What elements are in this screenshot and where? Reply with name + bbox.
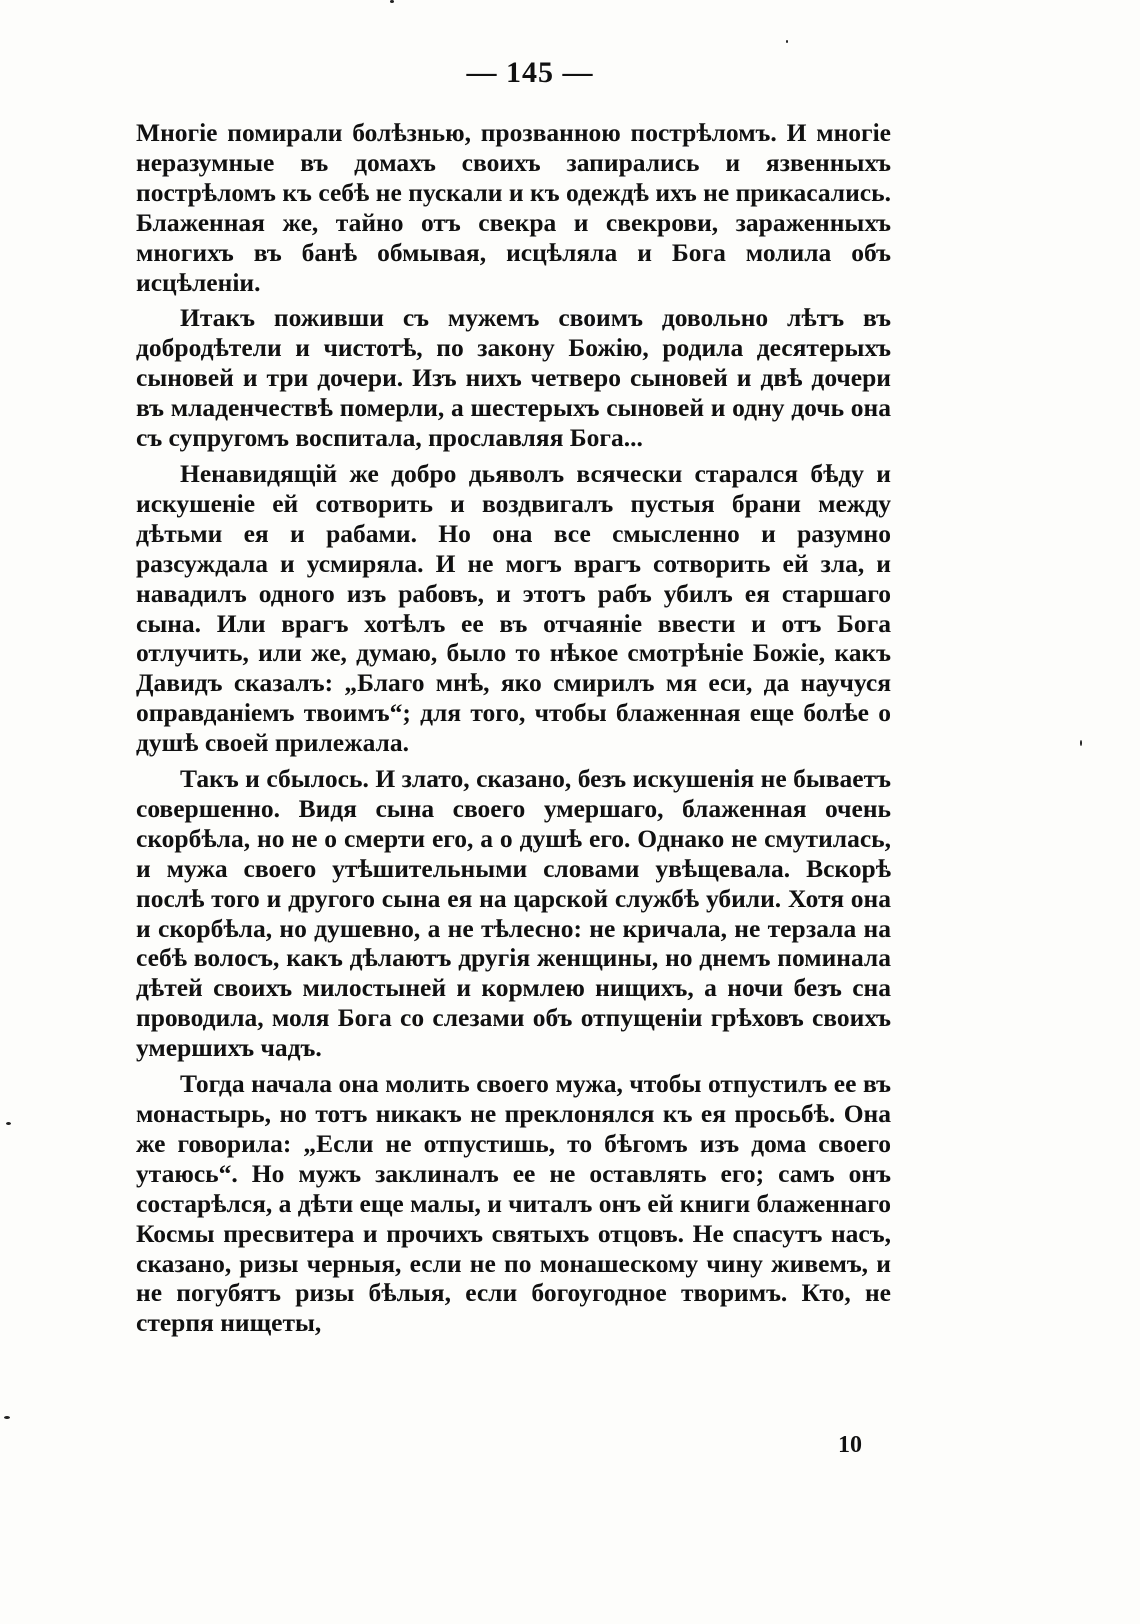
paragraph-1: Многіе помирали болѣзнью, прозванною пострѣломъ. И многіе неразумные въ домахъ своихъ запирались и язвенныхъ пострѣломъ къ себѣ не пускали и къ одеждѣ ихъ не прикасались. Блаженная же, тайно отъ свекра и свекрови, зараженныхъ многихъ въ банѣ обмывая, исцѣляла и Бога молила объ исцѣленіи. [136,118,891,297]
scan-speck [4,1416,10,1419]
paragraph-4: Такъ и сбылось. И злато, сказано, безъ искушенія не бываетъ совершенно. Видя сына своего умершаго, блаженная очень скорбѣла, но не о смерти его, а о душѣ его. Однако не смутилась, и мужа своего утѣшительными словами увѣщевала. Вскорѣ послѣ того и другого сына ея на царской службѣ убили. Хотя она и скорбѣла, но душевно, а не тѣлесно: не кричала, не терзала на себѣ волосъ, какъ дѣлаютъ другія женщины, но днемъ поминала дѣтей своихъ милостыней и кормлею нищихъ, а ночи безъ сна проводила, моля Бога со слезами объ отпущеніи грѣховъ своихъ умершихъ чадъ. [136,764,891,1063]
printer-signature-mark: 10 [838,1432,862,1458]
body-text [136,118,891,1344]
scan-speck [6,1122,11,1125]
page-number: — 145 — [466,56,594,89]
scan-speck [390,0,394,3]
paragraph-2: Итакъ поживши съ мужемъ своимъ довольно лѣтъ въ добродѣтели и чистотѣ, по закону Божію, родила десятерыхъ сыновей и три дочери. Изъ нихъ четверо сыновей и двѣ дочери въ младенчествѣ померли, а шестерыхъ сыновей и одну дочь она съ супругомъ воспитала, прославляя Бога... [136,303,891,453]
scan-speck [1080,740,1082,746]
scan-speck [786,40,788,43]
paragraph-3: Ненавидящій же добро дьяволъ всячески старался бѣду и искушеніе ей сотворить и воздвигалъ пустыя брани между дѣтьми ея и рабами. Но она все смысленно и разумно разсуждала и усмиряла. И не могъ врагъ сотворить ей зла, и навадилъ одного изъ рабовъ, и этотъ рабъ убилъ ея старшаго сына. Или врагъ хотѣлъ ее въ отчаяніе ввести и отъ Бога отлучить, или же, думаю, было то нѣкое смотрѣніе Божіе, какъ Давидъ сказалъ: „Благо мнѣ, яко смирилъ мя еси, да научуся оправданіемъ твоимъ“; для того, чтобы блаженная еще болѣе о душѣ своей прилежала. [136,458,891,758]
paragraph-5: Тогда начала она молить своего мужа, чтобы отпустилъ ее въ монастырь, но тотъ никакъ не преклонялся къ ея просьбѣ. Она же говорила: „Если не отпустишь, то бѣгомъ изъ дома своего утаюсь“. Но мужъ заклиналъ ее не оставлять его; самъ онъ состарѣлся, а дѣти еще малы, и читалъ онъ ей книги блаженнаго Космы пресвитера и прочихъ святыхъ отцовъ. Не спасутъ насъ, сказано, ризы черныя, если не по монашескому чину живемъ, и не погубятъ ризы бѣлыя, если богоугодное творимъ. Кто, не стерпя нищеты, [136,1069,891,1338]
